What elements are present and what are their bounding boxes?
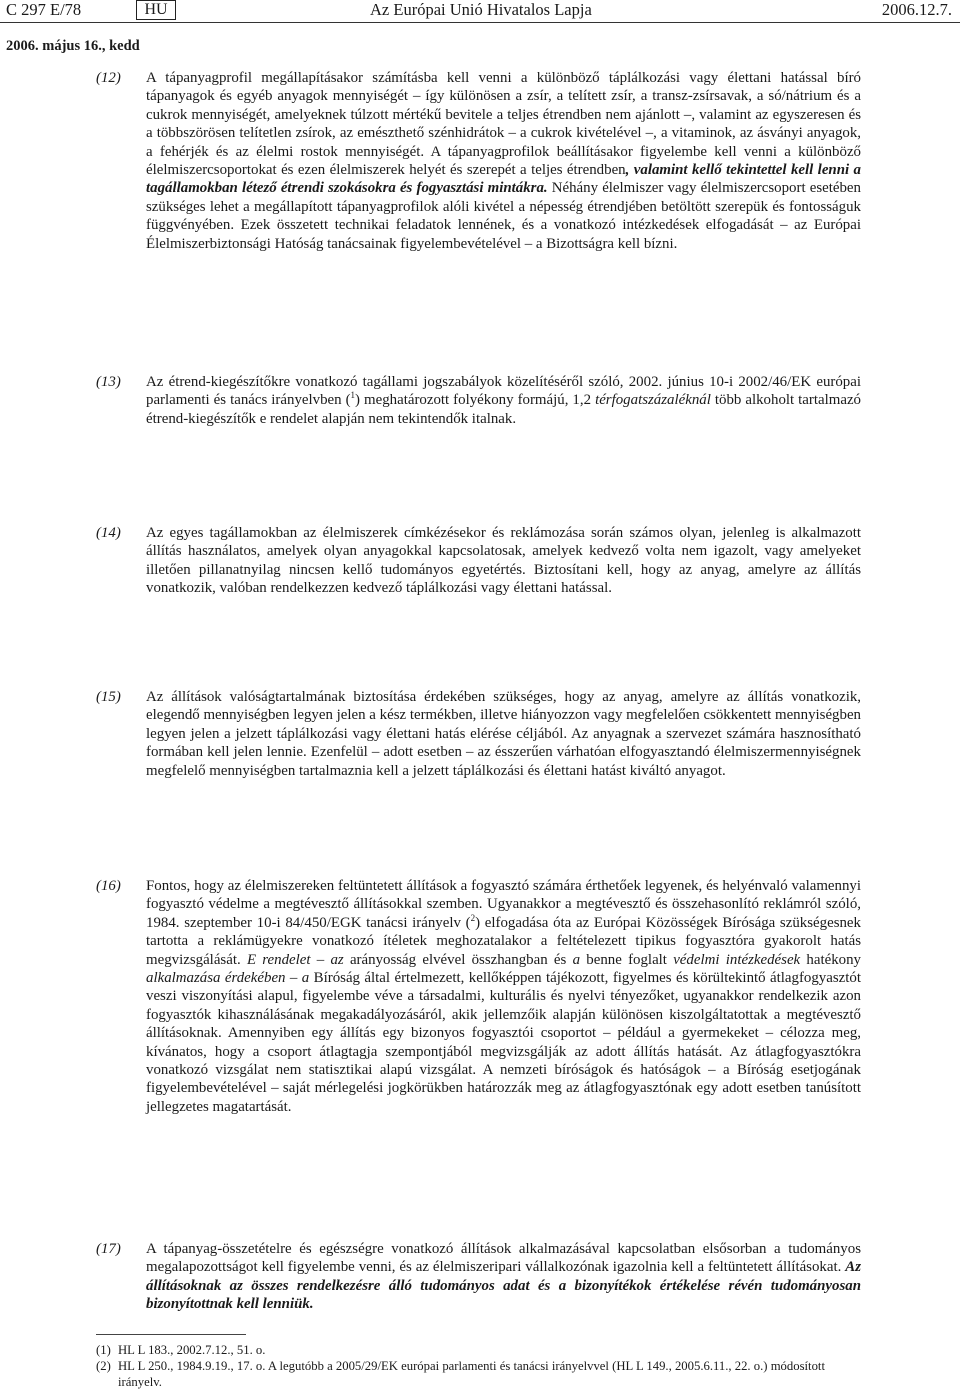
recital-text bbox=[146, 688, 861, 780]
footnote-ref[interactable]: 1 bbox=[350, 390, 356, 401]
recital-number: (12) bbox=[96, 70, 121, 86]
footnote-ref[interactable]: 2 bbox=[470, 912, 476, 923]
text-run: benne foglalt bbox=[580, 951, 674, 968]
header-divider bbox=[0, 22, 960, 23]
publication-date: 2006.12.7. bbox=[881, 0, 952, 19]
italic-text: a bbox=[572, 951, 581, 968]
footnote-text: HL L 183., 2002.7.12., 51. o. bbox=[118, 1343, 266, 1357]
recital-number: (14) bbox=[96, 525, 121, 541]
text-run: Az egyes tagállamokban az élelmiszerek címkézésekor és reklámozása során számos olyan, jelenleg is alkalmazott állítás használatos, amelyek olyan anyagokkal kapcsolatosak, amelyek kedvező volta nem igazolt, vagy amelyeket illetően pillanatnyilag nincsen kellő tudományos egyetértés. Biztosítani kell, hogy az anyag, amelyre az állítás vonatkozik, valóban rendelkezzen kedvező táplálkozási vagy élettani hatással. bbox=[146, 525, 861, 597]
recital-text bbox=[146, 69, 861, 253]
footnote-1 bbox=[96, 1342, 861, 1358]
recital-number: (15) bbox=[96, 689, 121, 705]
footnote-text: HL L 250., 1984.9.19., 17. o. A legutóbb a 2005/29/EK európai parlamenti és tanácsi irányelvvel (HL L 149., 2005.6.11., 22. o.) módosított irányelv. bbox=[118, 1359, 825, 1389]
recital-text bbox=[146, 373, 861, 428]
language-code-badge: HU bbox=[136, 0, 176, 20]
session-date: 2006. május 16., kedd bbox=[6, 38, 140, 54]
footnote-mark: (1) bbox=[96, 1343, 111, 1357]
italic-text: alkalmazása érdekében – a bbox=[146, 970, 310, 987]
recital-text bbox=[146, 1240, 861, 1314]
journal-reference: C 297 E/78 bbox=[6, 0, 82, 19]
amendment-text: , valamint kellő tekintettel kell lenni a tagállamokban létező étrendi szokásokra és fogyasztási mintákra. bbox=[146, 162, 861, 197]
footnote-2 bbox=[96, 1358, 861, 1390]
text-run: Az állítások valóságtartalmának biztosítása érdekében szükséges, hogy az anyag, amelyre az állítás vonatkozik, elegendő mennyiségben legyen jelen a kész termékben, illetve hiányozzon vagy megfelelően csökkentett mennyiségben legyen jelen a jelzett táplálkozási vagy élettani hatás elérése céljából. Az anyagnak a szervezet számára hasznosítható formában kell jelen lennie. Ezenfelül – adott esetben – az ésszerűen várhatóan elfogyasztandó élelmiszermennyiségnek megfelelő mennyiségben tartalmaznia kell a jelzett táplálkozási és élettani hatást kiváltó anyagot. bbox=[146, 689, 861, 779]
recital-number: (17) bbox=[96, 1241, 121, 1257]
text-run: hatékony bbox=[800, 951, 861, 968]
recital-12 bbox=[96, 69, 861, 253]
amendment-text: Az állításoknak az összes rendelkezésre álló tudományos adat és a bizonyítékok értékelése révén tudományosan bizonyítottnak kell lenniük. bbox=[146, 1259, 861, 1313]
recital-14 bbox=[96, 524, 861, 598]
text-run: ) meghatározott folyékony formájú, 1,2 bbox=[355, 392, 596, 409]
text-run: Fontos, hogy az élelmiszereken feltüntetett állítások a fogyasztó számára érthetőek legyenek, és helyénvaló valamennyi fogyasztó védelme a megtévesztő állításokkal szemben. Ugyanakkor a megtévesztő és összehasonlító reklámról szóló, 1984. szeptember 10-i 84/450/EGK tanácsi irányelv ( bbox=[146, 878, 861, 931]
recital-16 bbox=[96, 877, 861, 1116]
text-run: Bíróság által értelmezett, kellőképpen tájékozott, figyelmes és körültekintő átlagfogyasztót veszi viszonyítási alapul, figyelembe véve a társadalmi, kulturális és nyelvi tényezőket, ugyanakkor rendelkezik azon fogyasztók kihasználásának megakadályozásáról, akik jellemzőik alapján különösen kiszolgáltatottak a megtévesztő állításoknak. Amennyiben egy állítás egy bizonyos fogyasztói csoportot – például a gyermekeket – célozza meg, kívánatos, hogy a csoport átlagtagja szempontjából megvizsgálják az adott állítás hatását. Az átlagfogyasztókra vonatkozó vizsgálat nem statisztikai alapú vizsgálat. A nemzeti bíróságok és hatóságok – a Bíróság esetjogának figyelembevételével – saját mérlegelési jogkörükben határozzák meg az átlagfogyasztónak egy adott esetben tanúsított jellegzetes magatartását. bbox=[146, 970, 861, 1115]
recital-text bbox=[146, 877, 861, 1116]
recital-17 bbox=[96, 1240, 861, 1314]
text-run: A tápanyagprofil megállapításakor számításba kell venni a különböző táplálkozási vagy élettani hatással bíró tápanyagok és egyéb anyagok mennyiségét – így különösen a zsír, a telített zsír, a transz-zsírsavak, a só/nátrium és a cukrok mennyiségét, amelyeknek túlzott mértékű bevitele a teljes étrendben nem ajánlott –, valamint az egyszeresen és a többszörösen telítetlen zsírok, az emészthető szénhidrátok – a cukrok kivételével –, a vitaminok, az ásványi anyagok, a fehérjék és az élelmi rostok mennyiségét. A tápanyagprofilok beállításakor figyelembe kell venni a különböző élelmiszercsoportokat és ezen élelmiszerek helyét és szerepét a teljes étrendben bbox=[146, 70, 861, 179]
text-run: arányosság elvével összhangban és bbox=[343, 951, 573, 968]
journal-title: Az Európai Unió Hivatalos Lapja bbox=[370, 0, 592, 19]
italic-text: védelmi intézkedések bbox=[673, 951, 801, 968]
recital-13 bbox=[96, 373, 861, 428]
text-run: A tápanyag-összetételre és egészségre vonatkozó állítások alkalmazásával kapcsolatban elsősorban a tudományos megalapozottságot kell figyelembe venni, és az élelmiszeripari vállalkozónak igazolnia kell a feltüntetett állításokat. bbox=[146, 1241, 861, 1276]
italic-text: térfogatszázaléknál bbox=[595, 392, 711, 409]
recital-number: (13) bbox=[96, 374, 121, 390]
text-run: több alkoholt tartalmazó étrend-kiegészítők e rendelet alapján nem tekintendők italnak. bbox=[146, 392, 861, 427]
recital-text bbox=[146, 524, 861, 598]
text-run: Néhány élelmiszer vagy élelmiszercsoport esetében szükséges lehet a megállapított tápanyagprofilok alóli kivétel a népesség étrendjében betöltött szerepük és fontosságuk függvényében. Ezek összetett technikai feladatok lennének, és a vonatkozó intézkedések elfogadását – az Európai Élelmiszerbiztonsági Hatóság tanácsainak figyelembevételével – a Bizottságra kell bízni. bbox=[146, 180, 861, 252]
footnote-divider bbox=[96, 1334, 246, 1335]
recital-15 bbox=[96, 688, 861, 780]
recital-number: (16) bbox=[96, 878, 121, 894]
text-run: ) elfogadása óta az Európai Közösségek Bírósága szükségesnek tartotta a reklámügyekre vonatkozó ítéletek meghozatalakor a feltételezett tipikus fogyasztóra gyakorolt hatás megvizsgálását. bbox=[146, 914, 861, 968]
italic-text: E rendelet – az bbox=[246, 951, 344, 968]
text-run: Az étrend-kiegészítőkre vonatkozó tagállami jogszabályok közelítéséről szóló, 2002. június 10-i 2002/46/EK európai parlamenti és tanács irányelvben ( bbox=[146, 374, 861, 409]
footnote-mark: (2) bbox=[96, 1359, 111, 1373]
